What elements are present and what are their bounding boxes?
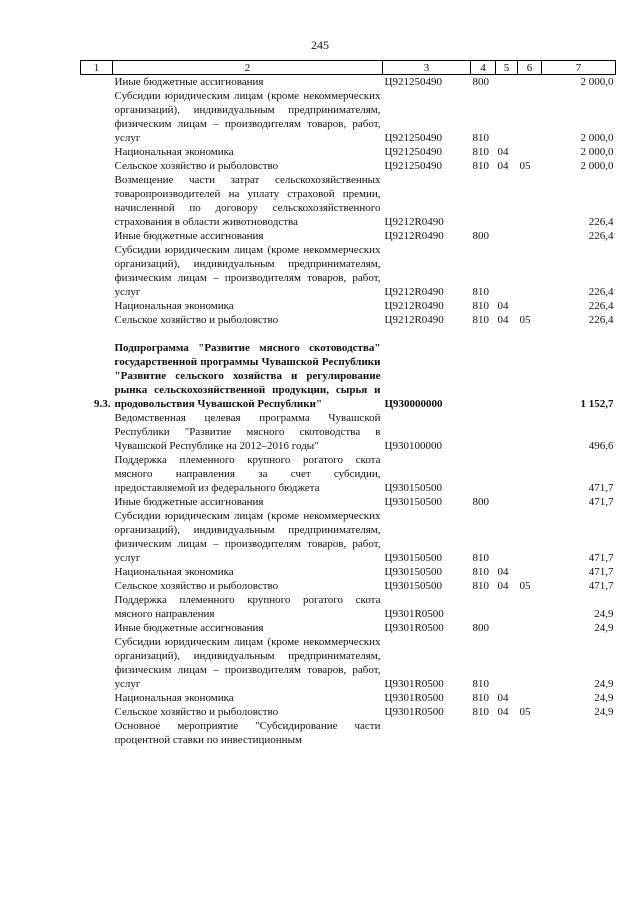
table-row <box>81 411 616 453</box>
row-code: Ц921250490 <box>384 160 442 172</box>
row-type-code <box>471 411 496 453</box>
column-header: 6 <box>518 61 542 75</box>
row-type-code: 810 <box>472 160 489 172</box>
row-name: Национальная экономика <box>114 566 234 578</box>
row-code: Ц9212R0490 <box>384 300 444 312</box>
row-type-code: 810 <box>472 692 489 704</box>
row-subsection-code <box>518 495 542 509</box>
row-type-code: 810 <box>472 552 489 564</box>
row-subsection-code <box>518 691 542 705</box>
row-section-code <box>496 453 518 495</box>
row-name: Субсидии юридическим лицам (кроме некоммерческих организаций), индивидуальным предпринимателям, физическим лицам – производителям товаров, работ, услуг <box>114 90 381 144</box>
table-row <box>81 159 616 173</box>
row-type-code: 800 <box>472 76 489 88</box>
row-number <box>81 579 113 593</box>
row-name: Основное мероприятие "Субсидирование части процентной ставки по инвестиционным <box>114 720 381 746</box>
row-subsection-code <box>518 341 542 411</box>
row-number <box>81 159 113 173</box>
row-name: Подпрограмма "Развитие мясного скотоводства" государственной программы Чувашской Республики "Развитие сельского хозяйства и регулирование рынка сельскохозяйственной продукции, сырья и продовольствия Чувашской Республики" <box>114 342 381 410</box>
row-subsection-code <box>518 621 542 635</box>
row-type-code: 800 <box>472 230 489 242</box>
row-code: Ц930150500 <box>384 566 442 578</box>
row-name: Иные бюджетные ассигнования <box>114 496 264 508</box>
row-number: 9.3. <box>94 398 111 410</box>
row-subsection-code <box>518 89 542 145</box>
table-row <box>81 593 616 621</box>
table-row <box>81 89 616 145</box>
row-section-code: 04 <box>497 146 509 158</box>
row-number <box>81 89 113 145</box>
row-code: Ц921250490 <box>384 146 442 158</box>
row-type-code: 800 <box>472 496 489 508</box>
row-number <box>81 173 113 229</box>
row-amount: 24,9 <box>594 706 614 718</box>
row-name: Субсидии юридическим лицам (кроме некоммерческих организаций), индивидуальным предпринимателям, физическим лицам – производителям товаров, работ, услуг <box>114 244 381 298</box>
row-name: Ведомственная целевая программа Чувашской Республики "Развитие мясного скотоводства в Чувашской Республике на 2012–2016 годы" <box>114 412 381 452</box>
row-amount: 24,9 <box>594 678 614 690</box>
row-type-code: 810 <box>472 314 489 326</box>
row-subsection-code: 05 <box>519 706 531 718</box>
row-code: Ц921250490 <box>384 132 442 144</box>
row-subsection-code <box>518 453 542 495</box>
row-amount: 471,7 <box>588 552 614 564</box>
row-name: Национальная экономика <box>114 300 234 312</box>
row-number <box>81 635 113 691</box>
row-amount: 2 000,0 <box>580 146 614 158</box>
table-row <box>81 453 616 495</box>
row-section-code: 04 <box>497 580 509 592</box>
row-subsection-code <box>518 243 542 299</box>
row-subsection-code <box>518 75 542 90</box>
column-header: 5 <box>496 61 518 75</box>
row-subsection-code <box>518 145 542 159</box>
table-row <box>81 299 616 313</box>
row-amount: 2 000,0 <box>580 76 614 88</box>
row-type-code <box>471 453 496 495</box>
row-name: Иные бюджетные ассигнования <box>114 622 264 634</box>
table-row <box>81 243 616 299</box>
row-number <box>81 691 113 705</box>
row-amount <box>542 719 616 747</box>
row-section-code <box>496 719 518 747</box>
row-number <box>81 313 113 327</box>
row-code: Ц930150500 <box>384 580 442 592</box>
row-section-code <box>496 243 518 299</box>
row-type-code <box>471 341 496 411</box>
row-number <box>81 453 113 495</box>
row-code: Ц930100000 <box>384 440 442 452</box>
row-section-code <box>496 341 518 411</box>
column-header: 4 <box>471 61 496 75</box>
row-subsection-code <box>518 173 542 229</box>
table-row <box>81 229 616 243</box>
row-subsection-code <box>518 593 542 621</box>
row-section-code <box>496 593 518 621</box>
row-name: Иные бюджетные ассигнования <box>114 230 264 242</box>
row-code: Ц9301R0500 <box>384 692 444 704</box>
row-amount: 496,6 <box>588 440 614 452</box>
row-type-code: 810 <box>472 146 489 158</box>
row-section-code <box>496 411 518 453</box>
row-subsection-code: 05 <box>519 160 531 172</box>
row-section-code <box>496 621 518 635</box>
row-code: Ц930150500 <box>384 552 442 564</box>
row-number <box>81 509 113 565</box>
row-code: Ц9212R0490 <box>384 314 444 326</box>
table-row <box>81 719 616 747</box>
spacer-cell <box>81 327 616 341</box>
row-section-code <box>496 229 518 243</box>
row-type-code <box>471 173 496 229</box>
row-code: Ц9301R0500 <box>384 678 444 690</box>
row-subsection-code <box>518 565 542 579</box>
row-section-code: 04 <box>497 314 509 326</box>
table-header-row <box>81 61 616 75</box>
row-subsection-code <box>518 719 542 747</box>
table-row <box>81 705 616 719</box>
row-name: Субсидии юридическим лицам (кроме некоммерческих организаций), индивидуальным предпринимателям, физическим лицам – производителям товаров, работ, услуг <box>114 636 381 690</box>
row-subsection-code <box>518 509 542 565</box>
column-header: 2 <box>113 61 383 75</box>
row-amount: 2 000,0 <box>580 132 614 144</box>
row-section-code <box>496 173 518 229</box>
column-header: 7 <box>542 61 616 75</box>
row-number <box>81 145 113 159</box>
row-code: Ц9301R0500 <box>384 622 444 634</box>
table-row <box>81 313 616 327</box>
row-subsection-code <box>518 411 542 453</box>
row-amount: 226,4 <box>588 216 614 228</box>
row-type-code: 810 <box>472 580 489 592</box>
row-subsection-code: 05 <box>519 580 531 592</box>
row-amount: 226,4 <box>588 286 614 298</box>
row-type-code: 810 <box>472 678 489 690</box>
row-section-code <box>496 495 518 509</box>
row-name: Сельское хозяйство и рыболовство <box>114 160 279 172</box>
row-number <box>81 411 113 453</box>
table-row <box>81 565 616 579</box>
row-amount: 24,9 <box>594 692 614 704</box>
row-number <box>81 243 113 299</box>
row-number <box>81 719 113 747</box>
row-name: Субсидии юридическим лицам (кроме некоммерческих организаций), индивидуальным предпринимателям, физическим лицам – производителям товаров, работ, услуг <box>114 510 381 564</box>
row-code: Ц930150500 <box>384 496 442 508</box>
row-amount: 2 000,0 <box>580 160 614 172</box>
row-code: Ц9212R0490 <box>384 286 444 298</box>
row-type-code <box>471 719 496 747</box>
row-code: Ц930000000 <box>384 398 443 410</box>
row-code: Ц9212R0490 <box>384 216 444 228</box>
row-code <box>383 719 471 747</box>
row-number <box>81 565 113 579</box>
table-row <box>81 145 616 159</box>
row-name: Национальная экономика <box>114 692 234 704</box>
table-row <box>81 495 616 509</box>
row-subsection-code <box>518 229 542 243</box>
row-amount: 24,9 <box>594 622 614 634</box>
row-section-code: 04 <box>497 566 509 578</box>
row-name: Поддержка племенного крупного рогатого скота мясного направления за счет субсидии, предоставляемой из федерального бюджета <box>114 454 381 494</box>
row-number <box>81 495 113 509</box>
row-code: Ц930150500 <box>384 482 442 494</box>
page-number: 245 <box>311 38 329 52</box>
row-section-code <box>496 509 518 565</box>
table-row <box>81 691 616 705</box>
budget-table <box>80 60 616 747</box>
table-row <box>81 341 616 411</box>
row-name: Иные бюджетные ассигнования <box>114 76 264 88</box>
row-amount: 471,7 <box>588 482 614 494</box>
row-section-code: 04 <box>497 160 509 172</box>
row-amount: 24,9 <box>594 608 614 620</box>
row-name: Сельское хозяйство и рыболовство <box>114 706 279 718</box>
row-subsection-code: 05 <box>519 314 531 326</box>
row-section-code <box>496 635 518 691</box>
row-code: Ц921250490 <box>384 76 442 88</box>
table-row <box>81 579 616 593</box>
row-type-code: 810 <box>472 706 489 718</box>
row-type-code: 810 <box>472 300 489 312</box>
row-amount: 471,7 <box>588 580 614 592</box>
row-amount: 226,4 <box>588 230 614 242</box>
row-name: Поддержка племенного крупного рогатого скота мясного направления <box>114 594 381 620</box>
row-section-code: 04 <box>497 692 509 704</box>
row-type-code: 810 <box>472 566 489 578</box>
row-amount: 471,7 <box>588 566 614 578</box>
row-section-code <box>496 75 518 90</box>
row-subsection-code <box>518 635 542 691</box>
table-row <box>81 173 616 229</box>
spacer-row <box>81 327 616 341</box>
row-section-code: 04 <box>497 706 509 718</box>
row-number <box>81 75 113 90</box>
row-number <box>81 621 113 635</box>
row-number <box>81 299 113 313</box>
row-amount: 226,4 <box>588 314 614 326</box>
row-subsection-code <box>518 299 542 313</box>
column-header: 3 <box>383 61 471 75</box>
row-code: Ц9212R0490 <box>384 230 444 242</box>
table-row <box>81 621 616 635</box>
row-amount: 471,7 <box>588 496 614 508</box>
row-section-code <box>496 89 518 145</box>
row-name: Сельское хозяйство и рыболовство <box>114 314 279 326</box>
row-name: Сельское хозяйство и рыболовство <box>114 580 279 592</box>
row-type-code: 800 <box>472 622 489 634</box>
row-name: Возмещение части затрат сельскохозяйственных товаропроизводителей на уплату страховой премии, начисленной по договору сельскохозяйственного страхования в области животноводства <box>114 174 381 228</box>
row-type-code: 810 <box>472 286 489 298</box>
row-name: Национальная экономика <box>114 146 234 158</box>
row-section-code: 04 <box>497 300 509 312</box>
table-row <box>81 509 616 565</box>
row-amount: 1 152,7 <box>580 398 614 410</box>
row-type-code: 810 <box>472 132 489 144</box>
row-number <box>81 705 113 719</box>
table-row <box>81 635 616 691</box>
row-code: Ц9301R0500 <box>384 608 444 620</box>
row-number <box>81 593 113 621</box>
table-row <box>81 75 616 90</box>
column-header: 1 <box>81 61 113 75</box>
row-code: Ц9301R0500 <box>384 706 444 718</box>
row-type-code <box>471 593 496 621</box>
row-number <box>81 229 113 243</box>
row-amount: 226,4 <box>588 300 614 312</box>
